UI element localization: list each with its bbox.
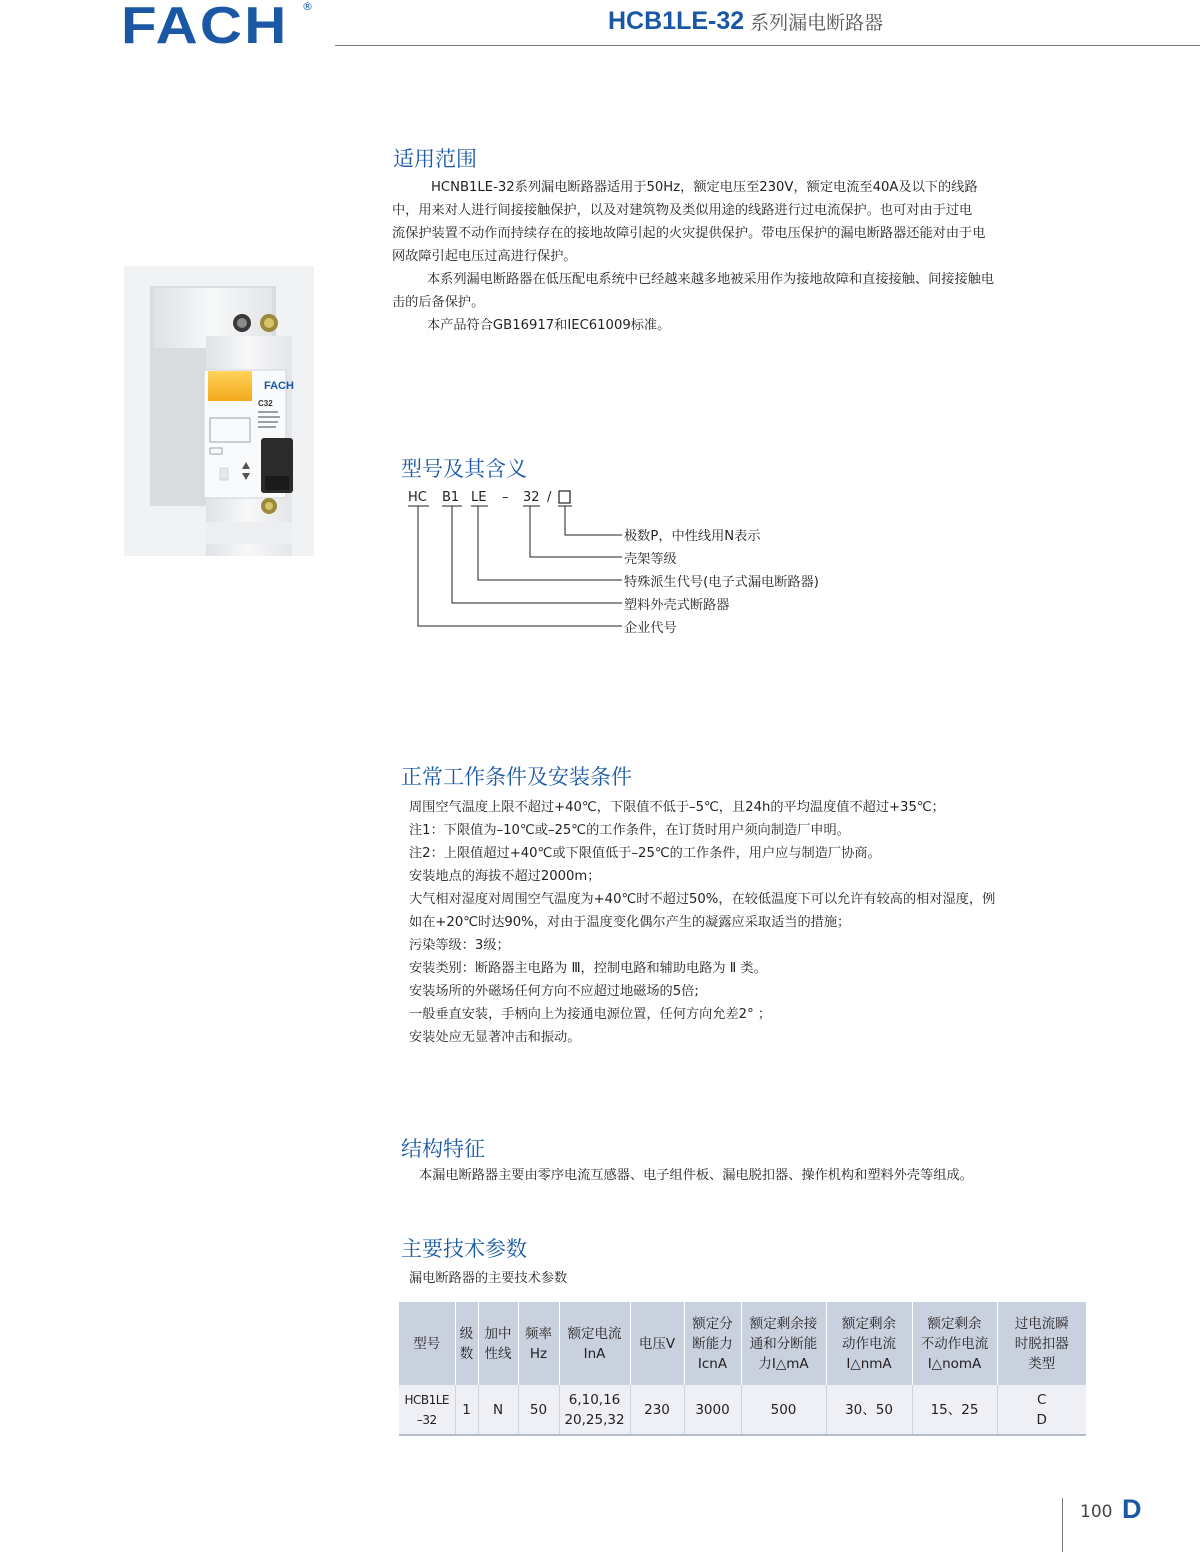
condition-line: 安装类别：断路器主电路为 Ⅲ，控制电路和辅助电路为 Ⅱ 类。	[409, 961, 767, 976]
cell-poles: 1	[455, 1385, 478, 1435]
header-model: 型号	[399, 1302, 455, 1385]
section-title-scope: 适用范围	[393, 147, 477, 171]
section-title-specs: 主要技术参数	[401, 1237, 527, 1261]
code-part-le: LE	[471, 490, 487, 505]
cell-trip-type: C D	[997, 1385, 1086, 1435]
device-brand: FACH	[264, 380, 294, 392]
condition-line: 注1：下限值为–10℃或–25℃的工作条件，在订货时用户须向制造厂申明。	[409, 823, 850, 838]
header-residual-operating: 额定剩余 动作电流 I△nmA	[826, 1302, 912, 1385]
condition-line: 一般垂直安装，手柄向上为接通电源位置，任何方向允差2° ；	[409, 1007, 772, 1022]
header-residual-making: 额定剩余接 通和分断能 力I△mA	[741, 1302, 826, 1385]
scope-paragraph	[392, 176, 994, 337]
header-model: HCB1LE-32	[608, 7, 745, 35]
cell-breaking-capacity: 3000	[684, 1385, 741, 1435]
code-meaning-frame: 壳架等级	[624, 552, 677, 567]
condition-line: 安装处应无显著冲击和振动。	[409, 1030, 581, 1045]
section-letter: D	[1122, 1494, 1142, 1524]
scope-line: 中，用来对人进行间接接触保护，以及对建筑物及类似用途的线路进行过电流保护。也可对由于过电	[392, 203, 973, 218]
header-rated-current: 额定电流 InA	[559, 1302, 630, 1385]
structure-text	[419, 1164, 973, 1187]
spec-header-row	[399, 1302, 1086, 1385]
brand-logo: FACH	[121, 0, 289, 55]
condition-line: 周围空气温度上限不超过+40℃，下限值不低于–5℃，且24h的平均温度值不超过+35℃；	[409, 800, 945, 815]
header-breaking-capacity: 额定分 断能力 IcnA	[684, 1302, 741, 1385]
scope-line: 本产品符合GB16917和IEC61009标准。	[427, 318, 671, 333]
structure-line: 本漏电断路器主要由零序电流互感器、电子组件板、漏电脱扣器、操作机构和塑料外壳等组成。	[419, 1168, 973, 1183]
code-part-32: 32	[523, 490, 540, 505]
header-divider	[335, 45, 1200, 46]
code-meaning-mccb: 塑料外壳式断路器	[624, 598, 730, 613]
code-meaning-company: 企业代号	[624, 621, 677, 636]
table-row	[399, 1385, 1086, 1435]
code-part-hc: HC	[408, 490, 427, 505]
condition-line: 安装地点的海拔不超过2000m；	[409, 869, 601, 884]
page-header-title	[608, 5, 883, 37]
cell-model: HCB1LE –32	[399, 1385, 455, 1435]
page-number: 100	[1080, 1502, 1113, 1522]
code-part-dash: –	[502, 490, 509, 505]
scope-line: 本系列漏电断路器在低压配电系统中已经越来越多地被采用作为接地故障和直接接触、间接接触电	[427, 272, 995, 287]
condition-line: 安装场所的外磁场任何方向不应超过地磁场的5倍;	[409, 984, 699, 999]
specs-caption-text: 漏电断路器的主要技术参数	[409, 1271, 568, 1286]
conditions-list	[409, 796, 995, 1049]
cell-neutral: N	[478, 1385, 518, 1435]
condition-line: 污染等级：3级；	[409, 938, 510, 953]
cell-voltage: 230	[630, 1385, 684, 1435]
header-frequency: 频率 Hz	[518, 1302, 559, 1385]
code-part-b1: B1	[442, 490, 460, 505]
header-neutral: 加中 性线	[478, 1302, 518, 1385]
header-voltage: 电压V	[630, 1302, 684, 1385]
header-trip-type: 过电流瞬 时脱扣器 类型	[997, 1302, 1086, 1385]
cell-rated-current: 6,10,16 20,25,32	[559, 1385, 630, 1435]
condition-line: 如在+20℃时达90%，对由于温度变化偶尔产生的凝露应采取适当的措施；	[409, 915, 851, 930]
condition-line: 大气相对湿度对周围空气温度为+40℃时不超过50%，在较低温度下可以允许有较高的相对湿度，例	[409, 892, 996, 907]
registered-mark: ®	[302, 0, 313, 13]
scope-line: 击的后备保护。	[392, 295, 485, 310]
cell-residual-operating: 30、50	[826, 1385, 912, 1435]
device-model: C32	[258, 399, 273, 408]
cell-residual-making: 500	[741, 1385, 826, 1435]
scope-line: 网故障引起电压过高进行保护。	[392, 249, 577, 264]
condition-line: 注2：上限值超过+40℃或下限值低于–25℃的工作条件，用户应与制造厂协商。	[409, 846, 881, 861]
code-meaning-poles: 极数P，中性线用N表示	[624, 529, 761, 544]
specs-caption	[409, 1267, 567, 1290]
spec-table	[399, 1302, 1086, 1436]
footer-divider	[1062, 1498, 1063, 1552]
section-title-conditions: 正常工作条件及安装条件	[401, 765, 632, 789]
scope-line: HCNB1LE-32系列漏电断路器适用于50Hz，额定电压至230V，额定电流至40A及以下的线路	[431, 180, 978, 195]
cell-frequency: 50	[518, 1385, 559, 1435]
cell-residual-non-operating: 15、25	[912, 1385, 997, 1435]
code-meaning-derivative: 特殊派生代号(电子式漏电断路器)	[624, 575, 819, 590]
section-title-model: 型号及其含义	[401, 457, 527, 481]
code-part-slash: /	[547, 490, 552, 505]
model-code-diagram	[400, 485, 880, 645]
scope-line: 流保护装置不动作而持续存在的接地故障引起的火灾提供保护。带电压保护的漏电断路器还能对由于电	[392, 226, 986, 241]
product-photo	[124, 266, 314, 556]
header-subtitle: 系列漏电断路器	[750, 12, 884, 34]
section-title-structure: 结构特征	[401, 1137, 485, 1161]
header-poles: 级 数	[455, 1302, 478, 1385]
header-residual-non-operating: 额定剩余 不动作电流 I△nomA	[912, 1302, 997, 1385]
